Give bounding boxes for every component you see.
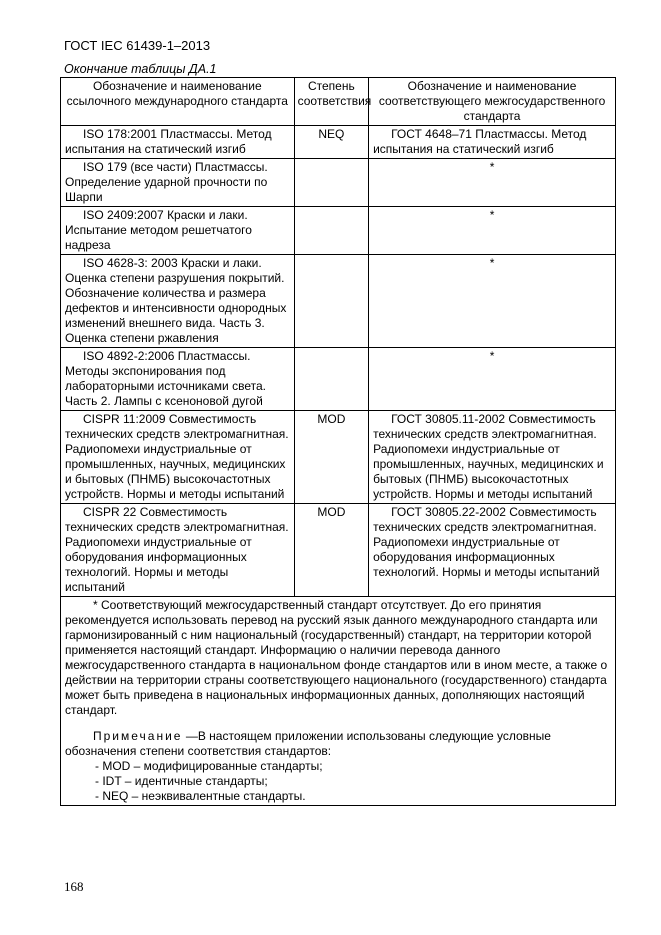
footnote-text: * Соответствующий межгосударственный стандарт отсутствует. До его принятия рекомендуется использовать перевод на русский язык данного международного стандарта или гармонизированный с ним национальный (государственный) стандарт, на территории которой применяется настоящий стандарт. Информацию о наличии перевода данного межгосударственного стандарта в национальном фонде стандартов или в ином месте, а также о действии на территории страны соответствующего национального (государственного) стандарта может быть приведена в национальных информационных данных, дополняющих настоящий стандарт. [65,598,608,717]
international-standard-text: CISPR 22 Совместимость технических средств электромагнитная. Радиопомехи индустриальные от оборудования информационных технологий. Нормы и методы испытаний [65,505,289,594]
footnote-cell [61,597,616,806]
table-row [61,411,616,504]
interstate-standard-cell: * [369,159,616,207]
degree-cell: MOD [294,504,368,597]
table-row [61,255,616,348]
international-standard-text: ISO 2409:2007 Краски и лаки. Испытание методом решетчатого надреза [65,208,252,252]
degree-cell [294,255,368,348]
table-caption: Окончание таблицы ДА.1 [64,62,217,76]
note-text: —В настоящем приложении использованы следующие условные обозначения степени соответствия стандартов: [65,729,551,758]
international-standard-cell [61,207,295,255]
note-label: Примечание [93,729,183,743]
table-header-row [61,78,616,126]
table-row [61,159,616,207]
table-row [61,207,616,255]
correspondence-table [60,77,616,806]
interstate-standard-cell [369,126,616,159]
international-standard-cell [61,255,295,348]
interstate-standard-text: ГОСТ 4648–71 Пластмассы. Метод испытания на статический изгиб [373,127,587,156]
column-header-degree: Степень соответствия [294,78,368,126]
interstate-standard-cell: * [369,207,616,255]
page-number: 168 [64,879,84,894]
international-standard-text: ISO 178:2001 Пластмассы. Метод испытания на статический изгиб [65,127,272,156]
international-standard-text: ISO 4892-2:2006 Пластмассы. Методы экспонирования под лабораторными источниками света. Часть 2. Лампы с ксеноновой дугой [65,349,266,408]
international-standard-text: ISO 179 (все части) Пластмассы. Определение ударной прочности по Шарпи [65,160,268,204]
column-header-international: Обозначение и наименование ссылочного международного стандарта [61,78,295,126]
interstate-standard-cell: * [369,348,616,411]
interstate-standard-text: ГОСТ 30805.22-2002 Совместимость технических средств электромагнитная. Радиопомехи индустриальные от оборудования информационных технологий. Нормы и методы испытаний [373,505,600,579]
table-row [61,126,616,159]
international-standard-cell [61,348,295,411]
international-standard-text: ISO 4628-3: 2003 Краски и лаки. Оценка степени разрушения покрытий. Обозначение количества и размера дефектов и интенсивности однородных изменений внешнего вида. Часть 3. Оценка степени ржавления [65,256,287,345]
degree-cell [294,348,368,411]
interstate-standard-cell: * [369,255,616,348]
international-standard-cell [61,126,295,159]
international-standard-text: CISPR 11:2009 Совместимость технических средств электромагнитная. Радиопомехи индустриальные от промышленных, научных, медицинских и бытовых (ПНМБ) высокочастотных устройств. Нормы и методы испытаний [65,412,289,501]
note-paragraph [65,729,611,759]
degree-cell: MOD [294,411,368,504]
international-standard-cell [61,159,295,207]
document-header: ГОСТ IEC 61439-1–2013 [64,38,211,53]
note-list-item: - MOD – модифицированные стандарты; [95,759,323,773]
interstate-standard-cell [369,411,616,504]
note-list-item: - NEQ – неэквивалентные стандарты. [95,789,306,803]
degree-cell: NEQ [294,126,368,159]
table-row [61,348,616,411]
degree-cell [294,207,368,255]
international-standard-cell [61,411,295,504]
degree-cell [294,159,368,207]
interstate-standard-cell [369,504,616,597]
footnote-row [61,597,616,806]
note-list-item: - IDT – идентичные стандарты; [95,774,268,788]
table-row [61,504,616,597]
international-standard-cell [61,504,295,597]
column-header-interstate: Обозначение и наименование соответствующего межгосударственного стандарта [369,78,616,126]
interstate-standard-text: ГОСТ 30805.11-2002 Совместимость технических средств электромагнитная. Радиопомехи индустриальные от промышленных, научных, медицинских и бытовых (ПНМБ) высокочастотных устройств. Нормы и методы испытаний [373,412,604,501]
